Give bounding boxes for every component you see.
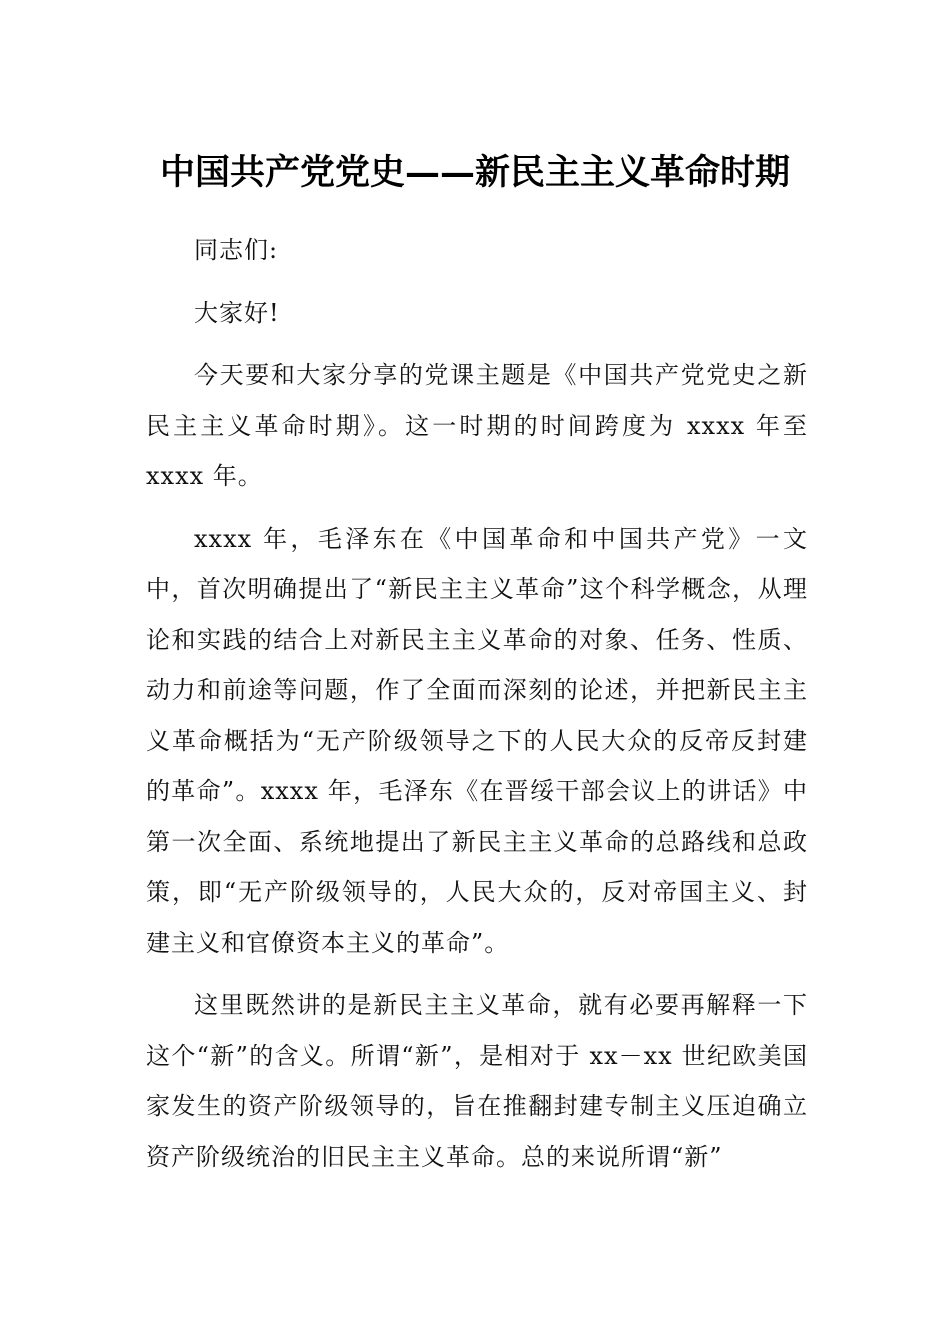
document-title: 中国共产党党史——新民主主义革命时期 (159, 152, 790, 193)
salutation-paragraph: 大家好! (194, 298, 280, 327)
greeting-paragraph: 同志们: (194, 236, 279, 264)
document-body (146, 225, 808, 1194)
history-paragraph: xxxx 年，毛泽东在《中国革命和中国共产党》一文中，首次明确提出了“新民主主义革命”这个科学概念，从理论和实践的结合上对新民主主义革命的对象、任务、性质、动力和前途等问题，作了全面而深刻的论述，并把新民主主义革命概括为“无产阶级领导之下的人民大众的反帝反封建的革命”。xxxx 年，毛泽东《在晋绥干部会议上的讲话》中第一次全面、系统地提出了新民主主义革命的总路线和总政策，即“无产阶级领导的，人民大众的，反对帝国主义、封建主义和官僚资本主义的革命”。 (146, 524, 808, 957)
meaning-paragraph: 这里既然讲的是新民主主义革命，就有必要再解释一下这个“新”的含义。所谓“新”，是相对于 xx－xx 世纪欧美国家发生的资产阶级领导的，旨在推翻封建专制主义压迫确立资产阶级统治的旧民主主义革命。总的来说所谓“新” (146, 991, 808, 1171)
intro-paragraph: 今天要和大家分享的党课主题是《中国共产党党史之新民主主义革命时期》。这一时期的时间跨度为 xxxx 年至 xxxx 年。 (146, 361, 808, 490)
